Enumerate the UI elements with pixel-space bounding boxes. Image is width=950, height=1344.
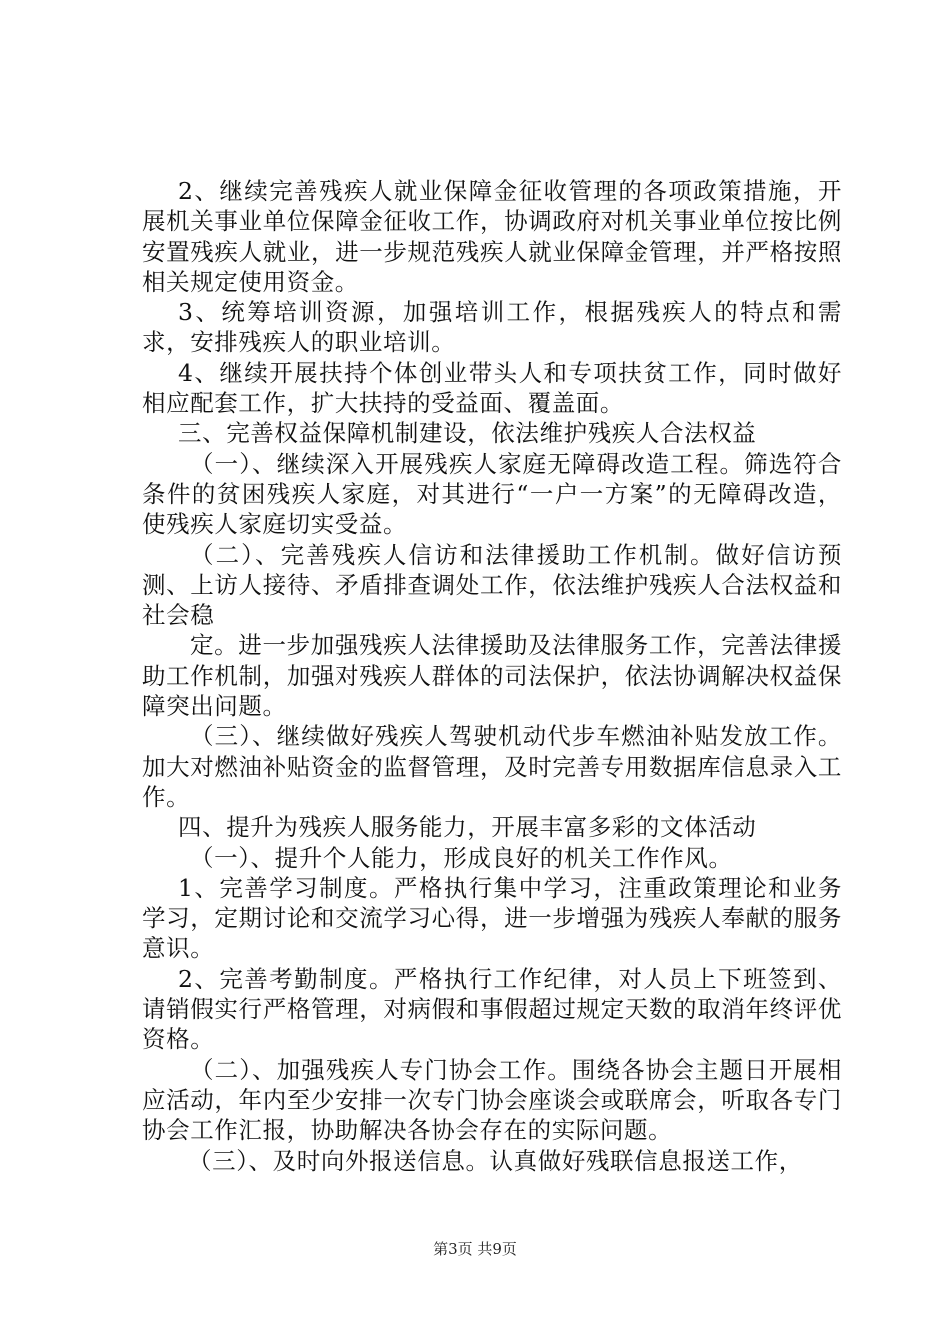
section-heading-rights: 三、完善权益保障机制建设，依法维护残疾人合法权益 bbox=[178, 419, 757, 448]
paragraph-entrepreneurship: 4、继续开展扶持个体创业带头人和专项扶贫工作，同时做好相应配套工作，扩大扶持的受益面、覆盖面。 bbox=[142, 358, 842, 418]
paragraph-legal-services: 定。进一步加强残疾人法律援助及法律服务工作，完善法律援助工作机制，加强对残疾人群体的司法保护，依法协调解决权益保障突出问题。 bbox=[142, 631, 842, 721]
paragraph-associations: （二）、加强残疾人专门协会工作。围绕各协会主题日开展相应活动，年内至少安排一次专门协会座谈会或联席会，听取各专门协会工作汇报，协助解决各协会存在的实际问题。 bbox=[142, 1055, 842, 1145]
paragraph-barrier-free: （一）、继续深入开展残疾人家庭无障碍改造工程。筛选符合条件的贫困残疾人家庭，对其进行“一户一方案”的无障碍改造，使残疾人家庭切实受益。 bbox=[142, 449, 842, 539]
section-heading-service: 四、提升为残疾人服务能力，开展丰富多彩的文体活动 bbox=[178, 813, 757, 842]
document-body bbox=[142, 176, 842, 1176]
paragraph-attendance-system: 2、完善考勤制度。严格执行工作纪律，对人员上下班签到、请销假实行严格管理，对病假和事假超过规定天数的取消年终评优资格。 bbox=[142, 964, 842, 1054]
paragraph-study-system: 1、完善学习制度。严格执行集中学习，注重政策理论和业务学习，定期讨论和交流学习心得，进一步增强为残疾人奉献的服务意识。 bbox=[142, 873, 842, 963]
paragraph-training: 3、统筹培训资源，加强培训工作，根据残疾人的特点和需求，安排残疾人的职业培训。 bbox=[142, 298, 842, 357]
subheading-personal-ability: （一）、提升个人能力，形成良好的机关工作作风。 bbox=[190, 843, 733, 872]
page-number: 第3页 共9页 bbox=[433, 1240, 517, 1258]
paragraph-information-reporting: （三）、及时向外报送信息。认真做好残联信息报送工作， bbox=[188, 1146, 803, 1175]
paragraph-employment-fund: 2、继续完善残疾人就业保障金征收管理的各项政策措施，开展机关事业单位保障金征收工作，协调政府对机关事业单位按比例安置残疾人就业，进一步规范残疾人就业保障金管理，并严格按照相关规定使用资金。 bbox=[142, 177, 842, 296]
paragraph-fuel-subsidy: （三）、继续做好残疾人驾驶机动代步车燃油补贴发放工作。加大对燃油补贴资金的监督管理，及时完善专用数据库信息录入工作。 bbox=[142, 722, 842, 811]
page-footer bbox=[0, 1238, 950, 1259]
paragraph-petition-legal-aid: （二）、完善残疾人信访和法律援助工作机制。做好信访预测、上访人接待、矛盾排查调处工作，依法维护残疾人合法权益和社会稳 bbox=[142, 540, 842, 630]
